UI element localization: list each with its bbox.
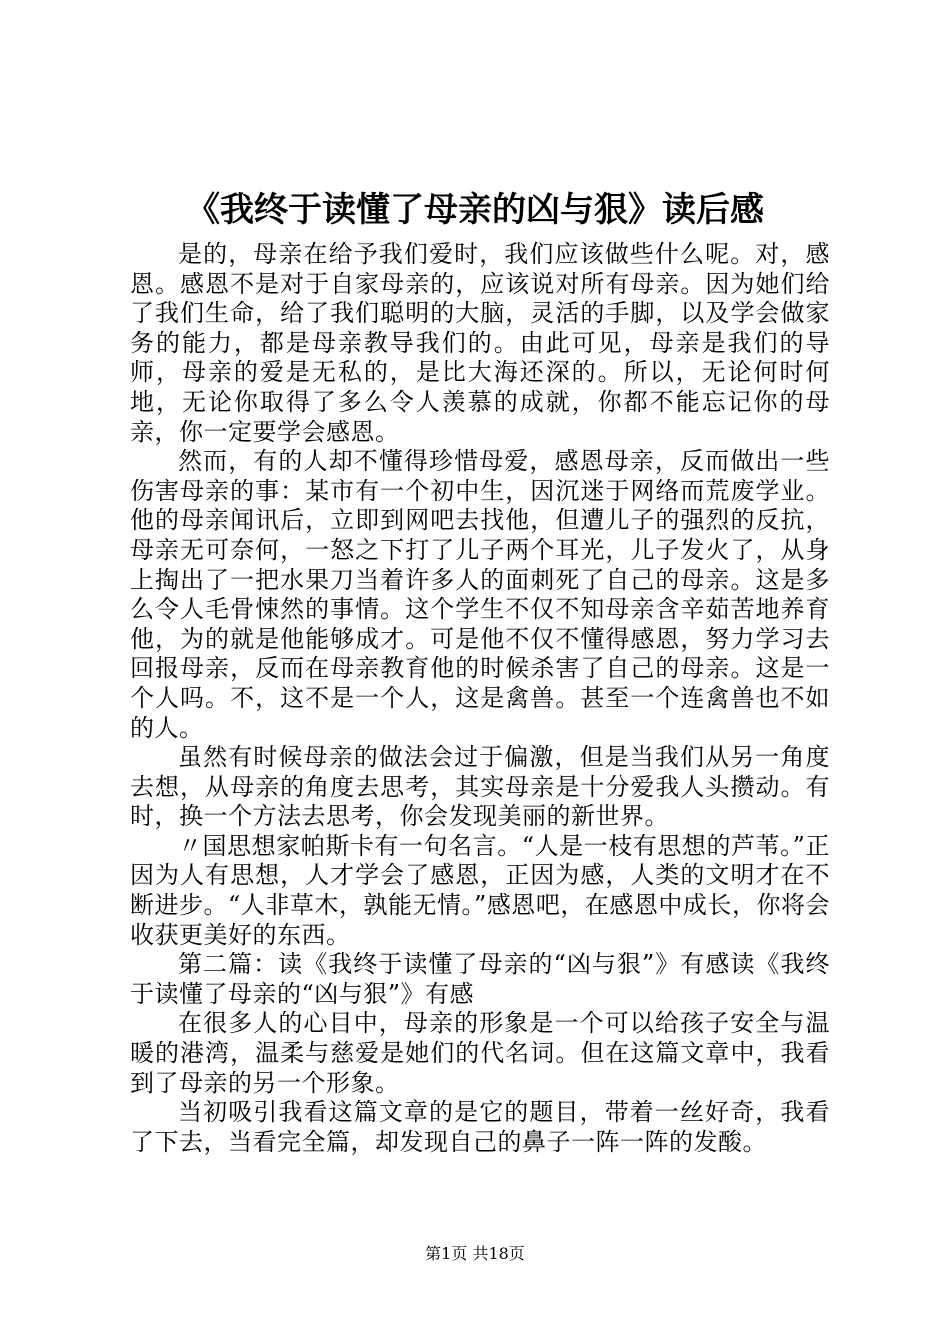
paragraph-5-section-heading: 第二篇：读《我终于读懂了母亲的“凶与狠”》有感读《我终于读懂了母亲的“凶与狠”》有感 <box>130 950 830 1008</box>
page-footer: 第1页 共18页 <box>425 1244 525 1263</box>
paragraph-6: 在很多人的心目中，母亲的形象是一个可以给孩子安全与温暖的港湾，温柔与慈爱是她们的代名词。但在这篇文章中，我看到了母亲的另一个形象。 <box>130 1009 830 1097</box>
paragraph-4: 〃国思想家帕斯卡有一句名言。“人是一枝有思想的芦苇。”正因为人有思想，人才学会了感恩，正因为感，人类的文明才在不断进步。“人非草木，孰能无情。”感恩吧，在感恩中成长，你将会收获更美好的东西。 <box>130 831 830 949</box>
document-body <box>130 240 830 1157</box>
paragraph-3: 虽然有时候母亲的做法会过于偏激，但是当我们从另一角度去想，从母亲的角度去思考，其实母亲是十分爱我人头攒动。有时，换一个方法去思考，你会发现美丽的新世界。 <box>130 743 830 831</box>
paragraph-2: 然而，有的人却不懂得珍惜母爱，感恩母亲，反而做出一些伤害母亲的事：某市有一个初中生，因沉迷于网络而荒废学业。他的母亲闻讯后，立即到网吧去找他，但遭儿子的强烈的反抗，母亲无可奈何，一怒之下打了儿子两个耳光，儿子发火了，从身上掏出了一把水果刀当着许多人的面刺死了自己的母亲。这是多么令人毛骨悚然的事情。这个学生不仅不知母亲含辛茹苦地养育他，为的就是他能够成才。可是他不仅不懂得感恩，努力学习去回报母亲，反而在母亲教育他的时候杀害了自己的母亲。这是一个人吗。不，这不是一个人，这是禽兽。甚至一个连禽兽也不如的人。 <box>130 447 830 742</box>
paragraph-1: 是的，母亲在给予我们爱时，我们应该做些什么呢。对，感恩。感恩不是对于自家母亲的，应该说对所有母亲。因为她们给了我们生命，给了我们聪明的大脑，灵活的手脚，以及学会做家务的能力，都是母亲教导我们的。由此可见，母亲是我们的导师，母亲的爱是无私的，是比大海还深的。所以，无论何时何地，无论你取得了多么令人羡慕的成就，你都不能忘记你的母亲，你一定要学会感恩。 <box>130 240 830 446</box>
paragraph-7: 当初吸引我看这篇文章的是它的题目，带着一丝好奇，我看了下去，当看完全篇，却发现自己的鼻子一阵一阵的发酸。 <box>130 1098 830 1156</box>
document-title: 《我终于读懂了母亲的凶与狠》读后感 <box>186 190 764 230</box>
